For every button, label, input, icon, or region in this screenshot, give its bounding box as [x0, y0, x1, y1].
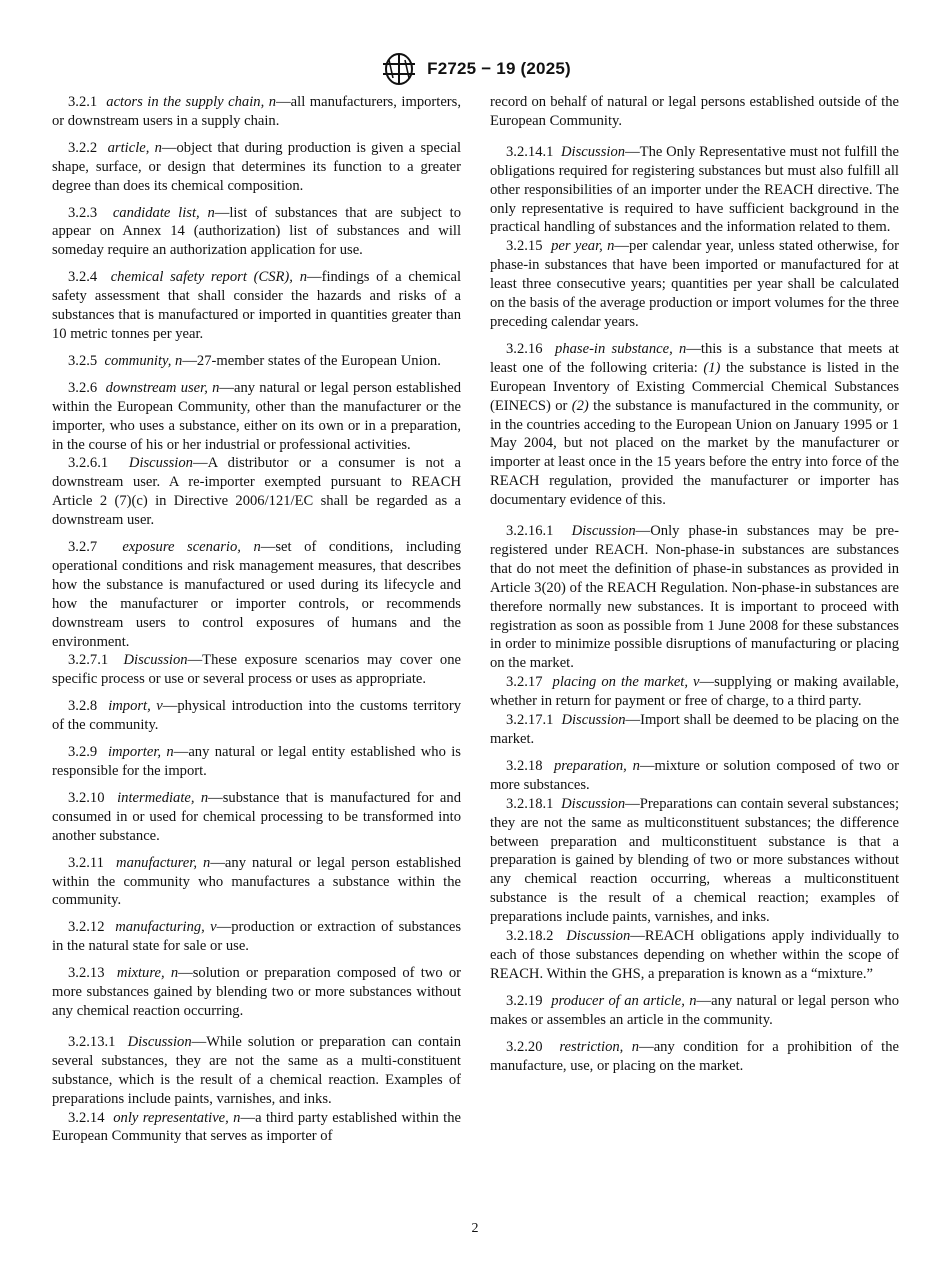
discussion-3-2-17-1: 3.2.17.1 Discussion—Import shall be deemed to be placing on the market. — [490, 712, 900, 747]
definition-3-2-9: 3.2.9 importer, n—any natural or legal entity established who is responsible for the import. — [52, 744, 461, 779]
definition-3-2-14: 3.2.14 only representative, n—a third party established within the European Community that serves as importer of — [52, 1109, 461, 1145]
definition-3-2-1: 3.2.1 actors in the supply chain, n—all manufacturers, importers, or downstream users in a supply chain. — [52, 94, 462, 129]
definition-3-2-11: 3.2.11 manufacturer, n—any natural or legal person established within the community who manufactures a substance within the community. — [52, 854, 461, 909]
discussion-3-2-13-1: 3.2.13.1 Discussion—While solution or preparation can contain several substances, they are not the same as a multi-constituent substance, which is the result of a chemical reaction. Examples of preparations include paints, varnishes, and inks. — [52, 1033, 462, 1107]
left-column — [52, 93, 461, 1146]
discussion-3-2-16-1: 3.2.16.1 Discussion—Only phase-in substances may be pre-registered under REACH. Non-phase-in substances are substances that do not meet the definition of phase-in substances as provided in Article 3(20) of the REACH Regulation. Non-phase-in substances are therefore normally new substances. It is important to proceed with registration as soon as possible from 1 June 2008 for these substances in order to minimize possible disruptions of manufacturing or placing on the market. — [490, 523, 899, 672]
definition-3-2-5: 3.2.5 community, n—27-member states of the European Union. — [68, 352, 441, 369]
page-number: 2 — [471, 1221, 479, 1236]
definition-3-2-20: 3.2.20 restriction, n—any condition for a prohibition of the manufacture, use, or placing on the market. — [490, 1038, 899, 1074]
definition-3-2-8: 3.2.8 import, v—physical introduction into the customs territory of the community. — [52, 698, 461, 734]
discussion-3-2-6-1: 3.2.6.1 Discussion—A distributor or a consumer is not a downstream user. A re-importer exempted pursuant to REACH Article 2 (7)(c) in Directive 2006/121/EC shall be regarded as a downstream user. — [52, 455, 461, 529]
definition-3-2-19: 3.2.19 producer of an article, n—any natural or legal person who makes or assembles an article in the community. — [490, 992, 900, 1028]
astm-logo-icon — [379, 52, 419, 86]
discussion-3-2-18-2: 3.2.18.2 Discussion—REACH obligations apply individually to each of those substances depending on whether within the scope of REACH. Within the GHS, a preparation is known as a “mixture.” — [490, 928, 899, 982]
definition-3-2-6: 3.2.6 downstream user, n—any natural or legal person established within the European Community, other than the manufacturer or the importer, who uses a substance, either on its own or in a preparation, in the course of his or her industrial or professional activities. — [52, 379, 461, 453]
definition-3-2-18: 3.2.18 preparation, n—mixture or solution composed of two or more substances. — [490, 757, 899, 793]
document-designation: F2725 − 19 (2025) — [427, 59, 571, 78]
discussion-3-2-18-1: 3.2.18.1 Discussion—Preparations can contain several substances; they are not the same as multiconstituent substances; the difference between preparation and multiconstituent substance is that a preparation is gained by blending of two or more substances without any chemical reaction occurring, whereas a multiconstituent substance is the result of a chemical reaction; examples of preparations include paints, varnishes, and inks. — [490, 795, 899, 926]
definition-3-2-17: 3.2.17 placing on the market, v—supplying or making available, whether in return for payment or free of charge, to a third party. — [490, 674, 900, 710]
definition-3-2-15: 3.2.15 per year, n—per calendar year, unless stated otherwise, for phase-in substances that have been imported or manufactured for at least three consecutive years; quantities per year shall be calculated on the basis of the average production or import volumes for the three preceding calendar years. — [490, 238, 899, 330]
definition-3-2-4: 3.2.4 chemical safety report (CSR), n—findings of a chemical safety assessment that shall consider the hazards and risks of a substances that is manufactured or imported in quantities greater than 10 metric tonnes per year. — [52, 269, 461, 342]
page-header — [0, 52, 950, 91]
definition-3-2-16: 3.2.16 phase-in substance, n—this is a substance that meets at least one of the following criteria: (1) the substance is listed in the European Inventory of Existing Commercial Chemical Substances (EINECS) or (2) the substance is manufactured in the community, or in the countries acceding to the European Union on January 1995 or 1 May 2004, but not placed on the market by the manufacturer or importer at least once in the 15 years before the entry into force of the REACH regulation, provided the manufacturer or importer has documentary evidence of this. — [490, 340, 899, 509]
definition-3-2-2: 3.2.2 article, n—object that during production is given a special shape, surface, or design that determines its function to a greater degree than does its chemical composition. — [52, 139, 462, 194]
definition-3-2-13: 3.2.13 mixture, n—solution or preparation composed of two or more substances gained by blending two or more substances without any chemical reaction occurring. — [52, 965, 462, 1019]
definition-3-2-12: 3.2.12 manufacturing, v—production or extraction of substances in the natural state for sale or use. — [52, 919, 462, 955]
definition-3-2-7: 3.2.7 exposure scenario, n—set of conditions, including operational conditions and risk management measures, that describes how the substance is manufactured or used during its lifecycle and how the manufacturer or importer controls, or recommends downstream users to control exposures of humans and the environment. — [52, 539, 461, 650]
right-column — [490, 93, 899, 1075]
definition-3-2-10: 3.2.10 intermediate, n—substance that is manufactured for and consumed in or used for chemical processing to be transformed into another substance. — [52, 789, 462, 844]
definition-3-2-14-continued: record on behalf of natural or legal persons established outside of the European Community. — [490, 94, 899, 129]
definition-3-2-3: 3.2.3 candidate list, n—list of substances that are subject to appear on Annex 14 (authorization) list of substances and will someday require an authorization application for use. — [52, 204, 461, 259]
discussion-3-2-7-1: 3.2.7.1 Discussion—These exposure scenarios may cover one specific process or use or several process or uses as appropriate. — [52, 652, 461, 688]
discussion-3-2-14-1: 3.2.14.1 Discussion—The Only Representative must not fulfill the obligations required for registering substances but must also fulfill all other responsibilities of an importer under the REACH directive. The only representative is required to have sufficient background in the practical handling of substances and the information related to them. — [490, 143, 900, 236]
